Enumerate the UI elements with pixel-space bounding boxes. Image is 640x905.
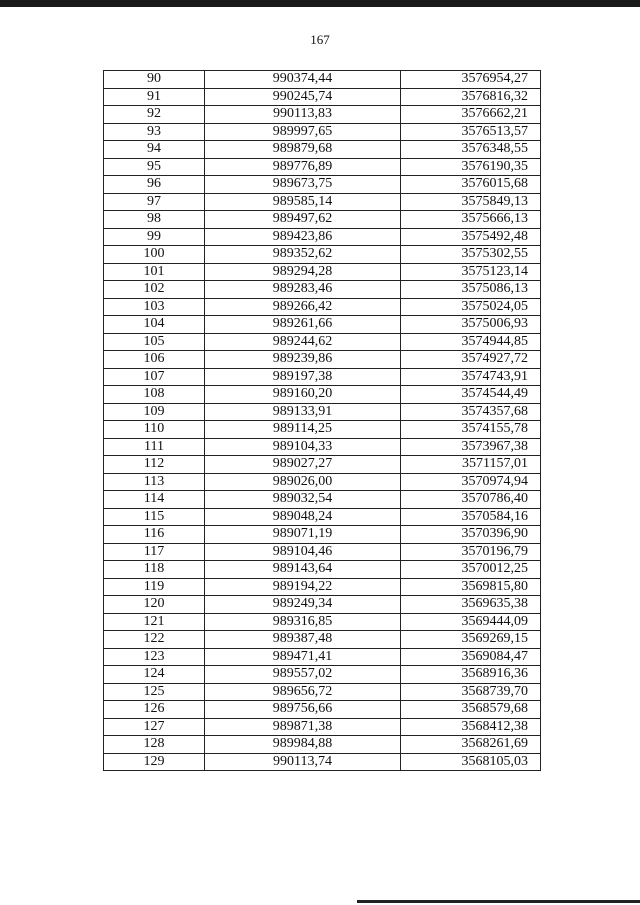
x-coordinate-cell: 989283,46 [205,281,401,299]
y-coordinate-cell: 3576348,55 [401,141,541,159]
table-row [104,613,541,631]
x-coordinate-cell: 990374,44 [205,71,401,89]
y-coordinate-cell: 3574544,49 [401,386,541,404]
point-number-cell: 97 [104,193,205,211]
table-row [104,631,541,649]
x-coordinate-cell: 989244,62 [205,333,401,351]
y-coordinate-cell: 3575086,13 [401,281,541,299]
x-coordinate-cell: 989756,66 [205,701,401,719]
x-coordinate-cell: 989133,91 [205,403,401,421]
x-coordinate-cell: 989997,65 [205,123,401,141]
table-row [104,403,541,421]
x-coordinate-cell: 989143,64 [205,561,401,579]
y-coordinate-cell: 3575024,05 [401,298,541,316]
y-coordinate-cell: 3568739,70 [401,683,541,701]
y-coordinate-cell: 3568916,36 [401,666,541,684]
x-coordinate-cell: 989104,46 [205,543,401,561]
table-row [104,141,541,159]
table-row [104,578,541,596]
y-coordinate-cell: 3570584,16 [401,508,541,526]
point-number-cell: 103 [104,298,205,316]
point-number-cell: 107 [104,368,205,386]
table-row [104,263,541,281]
x-coordinate-cell: 989557,02 [205,666,401,684]
x-coordinate-cell: 989104,33 [205,438,401,456]
y-coordinate-cell: 3575849,13 [401,193,541,211]
y-coordinate-cell: 3570974,94 [401,473,541,491]
scan-edge-bottom [357,900,640,903]
table-row [104,456,541,474]
point-number-cell: 96 [104,176,205,194]
table-row [104,508,541,526]
table-row [104,193,541,211]
y-coordinate-cell: 3576816,32 [401,88,541,106]
x-coordinate-cell: 989423,86 [205,228,401,246]
point-number-cell: 102 [104,281,205,299]
x-coordinate-cell: 989071,19 [205,526,401,544]
x-coordinate-cell: 989261,66 [205,316,401,334]
point-number-cell: 122 [104,631,205,649]
x-coordinate-cell: 989239,86 [205,351,401,369]
table-row [104,71,541,89]
x-coordinate-cell: 989294,28 [205,263,401,281]
table-row [104,648,541,666]
x-coordinate-cell: 989026,00 [205,473,401,491]
y-coordinate-cell: 3574927,72 [401,351,541,369]
x-coordinate-cell: 989984,88 [205,736,401,754]
table-row [104,246,541,264]
table-row [104,176,541,194]
table-row [104,88,541,106]
point-number-cell: 127 [104,718,205,736]
table-row [104,753,541,771]
x-coordinate-cell: 989266,42 [205,298,401,316]
y-coordinate-cell: 3576015,68 [401,176,541,194]
point-number-cell: 124 [104,666,205,684]
table-row [104,736,541,754]
point-number-cell: 94 [104,141,205,159]
point-number-cell: 125 [104,683,205,701]
y-coordinate-cell: 3575666,13 [401,211,541,229]
x-coordinate-cell: 989879,68 [205,141,401,159]
point-number-cell: 121 [104,613,205,631]
table-row [104,666,541,684]
y-coordinate-cell: 3569269,15 [401,631,541,649]
x-coordinate-cell: 990113,74 [205,753,401,771]
point-number-cell: 109 [104,403,205,421]
page-number: 167 [310,32,330,47]
point-number-cell: 92 [104,106,205,124]
point-number-cell: 116 [104,526,205,544]
y-coordinate-cell: 3568261,69 [401,736,541,754]
point-number-cell: 95 [104,158,205,176]
x-coordinate-cell: 989197,38 [205,368,401,386]
point-number-cell: 106 [104,351,205,369]
table-row [104,596,541,614]
x-coordinate-cell: 989160,20 [205,386,401,404]
y-coordinate-cell: 3575123,14 [401,263,541,281]
y-coordinate-cell: 3573967,38 [401,438,541,456]
x-coordinate-cell: 990113,83 [205,106,401,124]
table-row [104,123,541,141]
point-number-cell: 115 [104,508,205,526]
x-coordinate-cell: 989027,27 [205,456,401,474]
y-coordinate-cell: 3570396,90 [401,526,541,544]
x-coordinate-cell: 989656,72 [205,683,401,701]
point-number-cell: 126 [104,701,205,719]
point-number-cell: 105 [104,333,205,351]
point-number-cell: 119 [104,578,205,596]
y-coordinate-cell: 3569444,09 [401,613,541,631]
point-number-cell: 117 [104,543,205,561]
point-number-cell: 108 [104,386,205,404]
x-coordinate-cell: 989871,38 [205,718,401,736]
y-coordinate-cell: 3576662,21 [401,106,541,124]
x-coordinate-cell: 989776,89 [205,158,401,176]
point-number-cell: 99 [104,228,205,246]
table-row [104,316,541,334]
table-row [104,228,541,246]
point-number-cell: 128 [104,736,205,754]
point-number-cell: 111 [104,438,205,456]
table-row [104,543,541,561]
y-coordinate-cell: 3574944,85 [401,333,541,351]
table-row [104,473,541,491]
point-number-cell: 100 [104,246,205,264]
table-row [104,333,541,351]
table-row [104,211,541,229]
y-coordinate-cell: 3574743,91 [401,368,541,386]
table-row [104,701,541,719]
table-row [104,281,541,299]
point-number-cell: 110 [104,421,205,439]
x-coordinate-cell: 989387,48 [205,631,401,649]
point-number-cell: 129 [104,753,205,771]
y-coordinate-cell: 3574357,68 [401,403,541,421]
table-row [104,351,541,369]
y-coordinate-cell: 3569815,80 [401,578,541,596]
table-row [104,438,541,456]
point-number-cell: 120 [104,596,205,614]
table-row [104,683,541,701]
x-coordinate-cell: 989471,41 [205,648,401,666]
point-number-cell: 114 [104,491,205,509]
coordinates-table-body [104,71,541,771]
x-coordinate-cell: 989352,62 [205,246,401,264]
table-row [104,386,541,404]
y-coordinate-cell: 3576190,35 [401,158,541,176]
point-number-cell: 113 [104,473,205,491]
y-coordinate-cell: 3568412,38 [401,718,541,736]
y-coordinate-cell: 3574155,78 [401,421,541,439]
y-coordinate-cell: 3575492,48 [401,228,541,246]
x-coordinate-cell: 989032,54 [205,491,401,509]
y-coordinate-cell: 3575302,55 [401,246,541,264]
table-row [104,106,541,124]
point-number-cell: 98 [104,211,205,229]
point-number-cell: 93 [104,123,205,141]
scan-edge-top [0,0,640,7]
y-coordinate-cell: 3576513,57 [401,123,541,141]
y-coordinate-cell: 3569635,38 [401,596,541,614]
table-row [104,158,541,176]
table-row [104,298,541,316]
point-number-cell: 123 [104,648,205,666]
table-row [104,561,541,579]
x-coordinate-cell: 989249,34 [205,596,401,614]
x-coordinate-cell: 989114,25 [205,421,401,439]
table-row [104,421,541,439]
coordinates-table [103,70,541,771]
y-coordinate-cell: 3571157,01 [401,456,541,474]
point-number-cell: 91 [104,88,205,106]
table-row [104,491,541,509]
table-row [104,718,541,736]
x-coordinate-cell: 990245,74 [205,88,401,106]
y-coordinate-cell: 3575006,93 [401,316,541,334]
y-coordinate-cell: 3570196,79 [401,543,541,561]
x-coordinate-cell: 989673,75 [205,176,401,194]
y-coordinate-cell: 3570786,40 [401,491,541,509]
point-number-cell: 112 [104,456,205,474]
point-number-cell: 101 [104,263,205,281]
x-coordinate-cell: 989585,14 [205,193,401,211]
y-coordinate-cell: 3569084,47 [401,648,541,666]
x-coordinate-cell: 989048,24 [205,508,401,526]
y-coordinate-cell: 3576954,27 [401,71,541,89]
x-coordinate-cell: 989194,22 [205,578,401,596]
x-coordinate-cell: 989316,85 [205,613,401,631]
y-coordinate-cell: 3570012,25 [401,561,541,579]
point-number-cell: 104 [104,316,205,334]
table-row [104,368,541,386]
y-coordinate-cell: 3568105,03 [401,753,541,771]
table-row [104,526,541,544]
y-coordinate-cell: 3568579,68 [401,701,541,719]
point-number-cell: 90 [104,71,205,89]
x-coordinate-cell: 989497,62 [205,211,401,229]
point-number-cell: 118 [104,561,205,579]
